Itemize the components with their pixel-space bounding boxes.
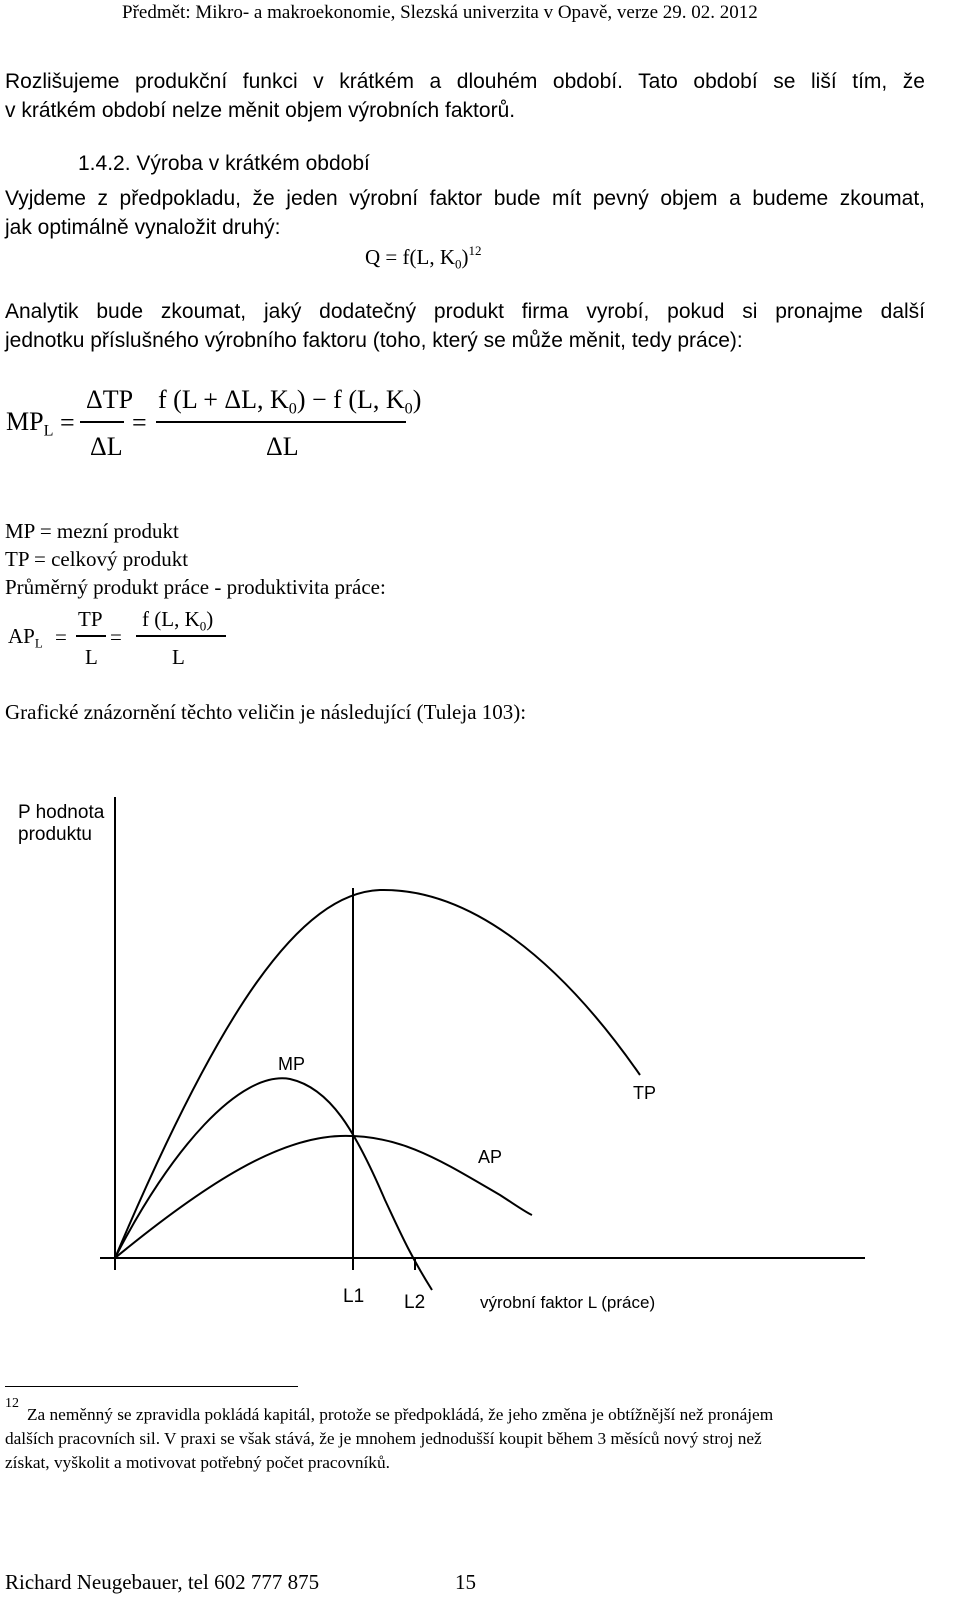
y-axis-label-line-2: produktu <box>18 824 92 845</box>
ap-curve <box>115 1136 532 1258</box>
mp-curve-label: MP <box>278 1054 305 1074</box>
footnote-line-1: Za neměnný se zpravidla pokládá kapitál, protože se předpokládá, že jeho změna je obtížnější než pronájem <box>27 1405 774 1424</box>
production-function: Q = f(L, $K_0)^{12}$ <box>365 243 482 272</box>
definition-ap-intro: Průměrný produkt práce - produktivita práce: <box>5 575 386 599</box>
ap-num-2: f (L, $K_0$) <box>142 607 214 634</box>
intro-line-1: Rozlišujeme produkční funkci v krátkém a dlouhém období. Tato období se liší tím, že <box>5 70 925 93</box>
ap-den-1: L <box>85 645 98 669</box>
footer-author: Richard Neugebauer, tel 602 777 875 <box>5 1570 320 1594</box>
ap-curve-label: AP <box>478 1147 503 1167</box>
mp-lhs: $MP_L$ <box>6 407 54 440</box>
footnote-line-2: dalších pracovních sil. V praxi se však stává, že je mnohem jednodušší koupit během 3 měsíců nový stroj než <box>5 1429 762 1448</box>
mp-num-2: f (L + ΔL, $K_0) - f$ (L, $K_0$) <box>158 385 422 418</box>
footnote-reference: 12 <box>468 243 482 258</box>
tick-label-l2: L2 <box>404 1292 426 1313</box>
definition-tp: TP = celkový produkt <box>5 547 189 571</box>
definition-mp: MP = mezní produkt <box>5 519 179 543</box>
section-heading: 1.4.2. Výroba v krátkém období <box>78 152 370 175</box>
tp-curve <box>115 890 640 1258</box>
ap-eq-1: = <box>55 625 67 649</box>
para3-line-1: Analytik bude zkoumat, jaký dodatečný produkt firma vyrobí, pokud si pronajme další <box>5 300 925 323</box>
mp-den-1: ΔL <box>90 432 123 461</box>
y-axis-label-line-1: P hodnota <box>18 802 105 823</box>
footnote-separator <box>5 1386 298 1387</box>
mp-num-1: ΔTP <box>86 385 134 414</box>
mp-eq-1: = <box>60 408 75 437</box>
intro-line-2: v krátkém období nelze měnit objem výrobních faktorů. <box>5 99 516 122</box>
footnote-line-3: získat, vyškolit a motivovat potřebný počet pracovníků. <box>5 1453 390 1472</box>
ap-den-2: L <box>172 645 185 669</box>
tick-label-l1: L1 <box>343 1286 365 1307</box>
mp-eq-2: = <box>132 408 147 437</box>
ap-lhs: $AP_L$ <box>8 624 43 651</box>
para2-line-2: jak optimálně vynaložit druhý: <box>5 216 281 239</box>
ap-eq-2: = <box>110 625 122 649</box>
page-number: 15 <box>455 1570 476 1594</box>
graph-intro: Grafické znázornění těchto veličin je následující (Tuleja 103): <box>5 700 527 724</box>
x-axis-label: výrobní faktor L (práce) <box>480 1293 656 1312</box>
tp-curve-label: TP <box>633 1083 657 1103</box>
mp-den-2: ΔL <box>266 432 299 461</box>
footnote-number: 12 <box>5 1396 19 1411</box>
para3-line-2: jednotku příslušného výrobního faktoru (toho, který se může měnit, tedy práce): <box>5 329 743 352</box>
page-header: Předmět: Mikro- a makroekonomie, Slezská univerzita v Opavě, verze 29. 02. 2012 <box>122 2 758 23</box>
ap-num-1: TP <box>78 607 103 631</box>
para2-line-1: Vyjdeme z předpokladu, že jeden výrobní faktor bude mít pevný objem a budeme zkoumat, <box>5 187 925 210</box>
